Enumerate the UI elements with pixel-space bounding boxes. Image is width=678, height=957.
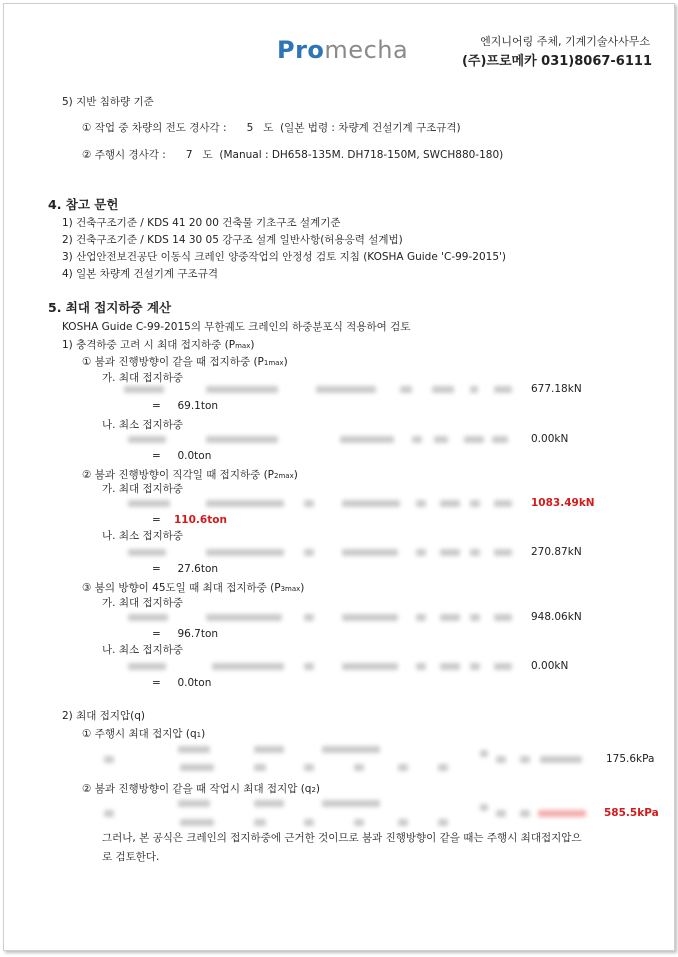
max-ground-pressure-title: 2) 최대 접지압(q) bbox=[62, 710, 146, 722]
case2-max-ton: 110.6ton bbox=[174, 514, 227, 526]
case1-max-label: 가. 최대 접지하중 bbox=[102, 372, 184, 384]
case3-max-kn: 948.06kN bbox=[531, 611, 582, 623]
note-line-2: 로 검토한다. bbox=[102, 851, 160, 863]
case3-min-ton: = 0.0ton bbox=[152, 677, 212, 689]
case2-min-label: 나. 최소 접지하중 bbox=[102, 530, 184, 542]
document-page bbox=[3, 3, 675, 951]
reference-item: 4) 일본 차량계 건설기계 구조규격 bbox=[62, 268, 218, 280]
travel-tilt-angle: ② 주행시 경사각 : 7 도 (Manual : DH658-135M. DH718-150M, SWCH880-180) bbox=[82, 149, 504, 161]
ground-settlement-title: 5) 지반 침하량 기준 bbox=[62, 96, 154, 108]
case3-min-kn: 0.00kN bbox=[531, 660, 569, 672]
reference-item: 3) 산업안전보건공단 이동식 크레인 양중작업의 안정성 검토 지침 (KOSHA Guide 'C-99-2015') bbox=[62, 251, 506, 263]
case1-min-kn: 0.00kN bbox=[531, 433, 569, 445]
case2-max-ton-eq: = bbox=[152, 514, 161, 526]
case1-title: ① 붐과 진행방향이 같을 때 접지하중 (P1max) bbox=[82, 356, 288, 368]
company-description: 엔지니어링 주체, 기계기술사사무소 bbox=[480, 35, 650, 48]
case1-max-kn: 677.18kN bbox=[531, 383, 582, 395]
kosha-intro: KOSHA Guide C-99-2015의 무한궤도 크레인의 하중분포식 적용하여 검토 bbox=[62, 321, 411, 333]
case2-min-kn: 270.87kN bbox=[531, 546, 582, 558]
reference-item: 1) 건축구조기준 / KDS 41 20 00 건축물 기초구조 설계기준 bbox=[62, 217, 341, 229]
case1-max-ton: = 69.1ton bbox=[152, 400, 219, 412]
reference-item: 2) 건축구조기준 / KDS 14 30 05 강구조 설계 일반사항(허용응력 설계법) bbox=[62, 234, 403, 246]
max-ground-load-heading: 5. 최대 접지하중 계산 bbox=[48, 300, 172, 315]
work-tilt-angle: ① 작업 중 차량의 전도 경사각 : 5 도 (일본 법령 : 차량계 건설기계 구조규격) bbox=[82, 122, 461, 134]
case2-max-kn: 1083.49kN bbox=[531, 497, 595, 509]
q2-value: 585.5kPa bbox=[604, 807, 659, 819]
note-line-1: 그러나, 본 공식은 크레인의 접지하중에 근거한 것이므로 붐과 진행방향이 같을 때는 주행시 최대접지압으 bbox=[102, 832, 582, 844]
q1-title: ① 주행시 최대 접지압 (q1) bbox=[82, 728, 206, 740]
references-heading: 4. 참고 문헌 bbox=[48, 197, 119, 212]
q2-title: ② 붐과 진행방향이 같을 때 작업시 최대 접지압 (q2) bbox=[82, 783, 321, 795]
case2-min-ton: = 27.6ton bbox=[152, 563, 219, 575]
case1-min-ton: = 0.0ton bbox=[152, 450, 212, 462]
case1-min-label: 나. 최소 접지하중 bbox=[102, 419, 184, 431]
case3-min-label: 나. 최소 접지하중 bbox=[102, 644, 184, 656]
case3-max-ton: = 96.7ton bbox=[152, 628, 219, 640]
company-phone: (주)프로메카 031)8067-6111 bbox=[461, 54, 652, 69]
impact-load-title: 1) 충격하중 고려 시 최대 접지하중 (Pmax) bbox=[62, 339, 255, 351]
q1-value: 175.6kPa bbox=[606, 753, 655, 765]
promecha-logo: Promecha bbox=[277, 36, 409, 64]
case2-max-label: 가. 최대 접지하중 bbox=[102, 483, 184, 495]
case2-title: ② 붐과 진행방향이 직각일 때 접지하중 (P2max) bbox=[82, 469, 298, 481]
case3-max-label: 가. 최대 접지하중 bbox=[102, 597, 184, 609]
case3-title: ③ 붐의 방향이 45도일 때 최대 접지하중 (P3max) bbox=[82, 582, 305, 594]
